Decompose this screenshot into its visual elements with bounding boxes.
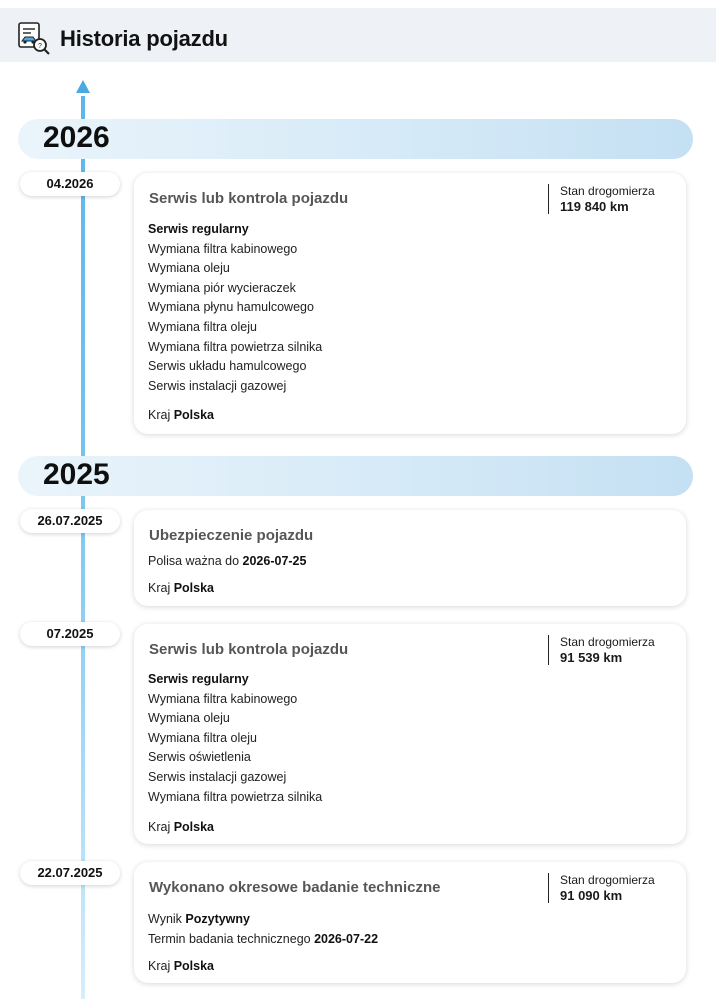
list-item: Serwis instalacji gazowej xyxy=(148,769,287,784)
odometer-value: 91 539 km xyxy=(560,650,623,665)
event-date-badge: 26.07.2025 xyxy=(20,509,120,533)
country-value: Polska xyxy=(173,408,215,422)
page-header xyxy=(0,8,716,62)
event-title: Serwis lub kontrola pojazdu xyxy=(149,190,349,207)
country-row xyxy=(148,959,214,973)
list-item: Wymiana oleju xyxy=(148,711,230,726)
list-item: Wymiana filtra kabinowego xyxy=(148,691,298,706)
service-heading: Serwis regularny xyxy=(148,222,249,236)
country-label: Kraj xyxy=(148,581,174,595)
country-label: Kraj xyxy=(148,959,174,973)
service-list xyxy=(148,670,322,807)
event-card-service-2026[interactable] xyxy=(134,173,686,434)
event-card-inspection[interactable] xyxy=(134,862,686,983)
vehicle-history-icon xyxy=(17,21,51,55)
year-band-2026 xyxy=(18,119,693,159)
policy-value: 2026-07-25 xyxy=(242,554,307,568)
year-band-2025 xyxy=(18,456,693,496)
list-item: Wymiana piór wycieraczek xyxy=(148,280,296,295)
page-title: Historia pojazdu xyxy=(60,26,228,51)
list-item: Wymiana filtra oleju xyxy=(148,730,257,745)
list-item: Wymiana filtra powietrza silnika xyxy=(148,789,323,804)
event-title: Ubezpieczenie pojazdu xyxy=(149,527,314,544)
country-label: Kraj xyxy=(148,408,174,422)
list-item: Serwis oświetlenia xyxy=(148,750,251,765)
result-row xyxy=(148,912,250,926)
year-label: 2026 xyxy=(43,121,110,154)
list-item: Wymiana filtra oleju xyxy=(148,319,257,334)
country-label: Kraj xyxy=(148,820,174,834)
odometer-block xyxy=(548,635,655,665)
event-date-badge: 07.2025 xyxy=(20,622,120,646)
country-row xyxy=(148,820,214,834)
event-date-badge: 04.2026 xyxy=(20,172,120,196)
odometer-block xyxy=(548,184,655,214)
year-label: 2025 xyxy=(43,458,110,491)
odometer-label: Stan drogomierza xyxy=(560,873,655,887)
list-item: Wymiana płynu hamulcowego xyxy=(148,300,314,315)
odometer-label: Stan drogomierza xyxy=(560,635,655,649)
odometer-value: 91 090 km xyxy=(560,888,623,903)
country-row xyxy=(148,408,214,422)
deadline-label: Termin badania technicznego xyxy=(148,932,315,946)
event-card-service-2025[interactable] xyxy=(134,624,686,844)
result-label: Wynik xyxy=(148,912,186,926)
timeline-arrow-icon xyxy=(76,80,90,93)
country-value: Polska xyxy=(173,959,215,973)
service-heading: Serwis regularny xyxy=(148,672,249,686)
odometer-block xyxy=(548,873,655,903)
svg-text:?: ? xyxy=(38,43,42,50)
event-title: Serwis lub kontrola pojazdu xyxy=(149,641,349,658)
list-item: Serwis układu hamulcowego xyxy=(148,359,307,374)
policy-row xyxy=(148,554,306,568)
country-value: Polska xyxy=(173,820,215,834)
service-list xyxy=(148,220,322,396)
country-value: Polska xyxy=(173,581,215,595)
country-row xyxy=(148,581,214,595)
list-item: Wymiana oleju xyxy=(148,261,230,276)
deadline-row xyxy=(148,932,378,946)
odometer-value: 119 840 km xyxy=(560,199,629,214)
list-item: Serwis instalacji gazowej xyxy=(148,378,287,393)
list-item: Wymiana filtra powietrza silnika xyxy=(148,339,323,354)
policy-label: Polisa ważna do xyxy=(148,554,243,568)
deadline-value: 2026-07-22 xyxy=(314,932,379,946)
result-value: Pozytywny xyxy=(185,912,250,926)
event-date-badge: 22.07.2025 xyxy=(20,861,120,885)
odometer-label: Stan drogomierza xyxy=(560,184,655,198)
list-item: Wymiana filtra kabinowego xyxy=(148,241,298,256)
event-card-insurance[interactable] xyxy=(134,510,686,606)
event-title: Wykonano okresowe badanie techniczne xyxy=(149,879,441,896)
